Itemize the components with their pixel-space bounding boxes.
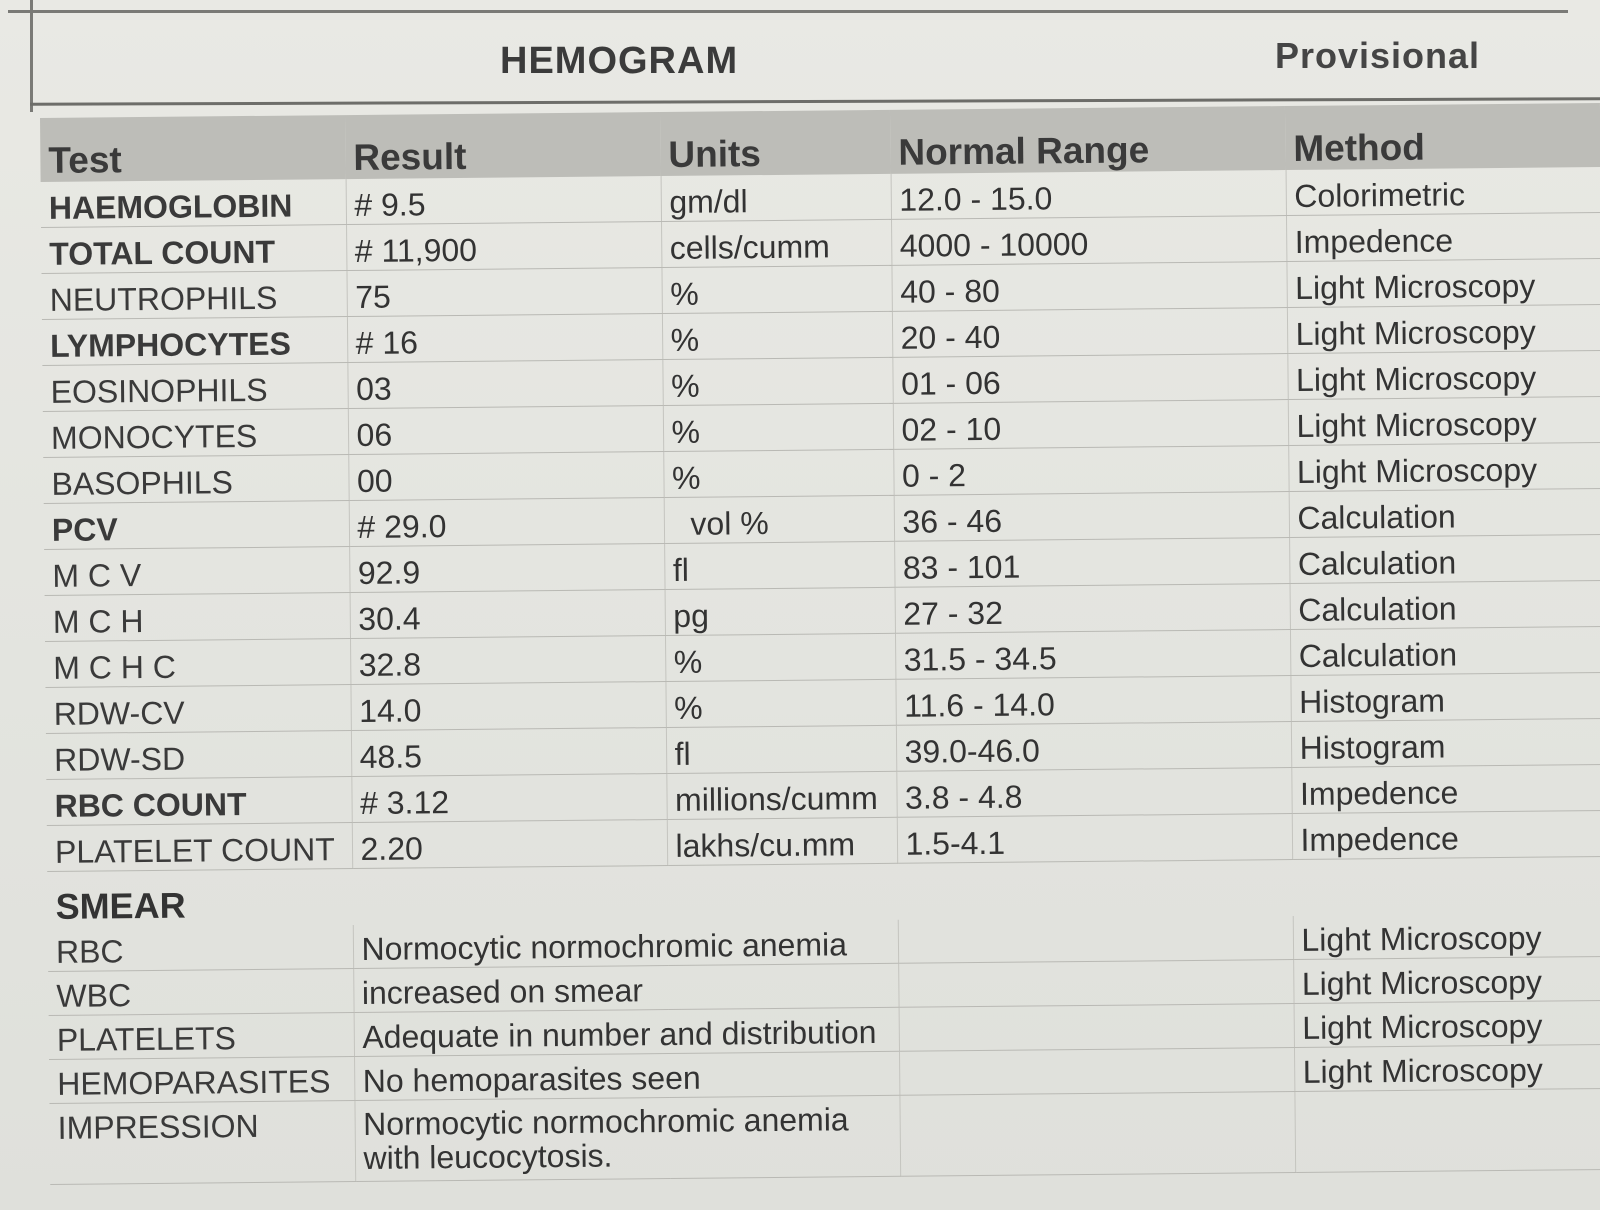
smear-method [1294, 1088, 1600, 1172]
test-name: EOSINOPHILS [42, 363, 347, 412]
test-name: PCV [44, 501, 349, 550]
smear-test-name: PLATELETS [49, 1013, 354, 1060]
report-title: HEMOGRAM [500, 40, 739, 82]
test-normal-range: 1.5-4.1 [897, 814, 1292, 864]
test-result: 92.9 [349, 544, 664, 593]
test-result: # 16 [347, 314, 662, 363]
test-normal-range: 11.6 - 14.0 [895, 676, 1290, 726]
test-result: # 29.0 [349, 498, 664, 547]
smear-result: No hemoparasites seen [354, 1051, 899, 1100]
test-units: % [662, 357, 892, 405]
test-name: RBC COUNT [46, 777, 351, 826]
test-units: millions/cumm [666, 771, 896, 819]
test-result: 32.8 [350, 636, 665, 685]
smear-result: Normocytic normochromic anemia with leucocytosis. [354, 1095, 900, 1181]
test-result: 2.20 [352, 820, 667, 869]
test-units: % [662, 311, 892, 359]
test-name: LYMPHOCYTES [42, 317, 347, 366]
test-units: cells/cumm [661, 219, 891, 267]
smear-empty-cell [898, 960, 1293, 1008]
smear-method: Light Microscopy [1293, 956, 1600, 1003]
test-normal-range: 40 - 80 [891, 262, 1286, 312]
test-result: 75 [346, 268, 661, 317]
smear-method: Light Microscopy [1294, 1000, 1600, 1047]
test-method: Calculation [1289, 535, 1600, 584]
test-method: Light Microscopy [1288, 397, 1600, 446]
smear-test-name: IMPRESSION [49, 1101, 355, 1185]
test-name: HAEMOGLOBIN [41, 179, 346, 227]
test-method: Light Microscopy [1286, 259, 1600, 308]
column-header-units: Units [660, 110, 891, 176]
test-name: TOTAL COUNT [41, 225, 346, 274]
test-method: Histogram [1291, 718, 1600, 767]
test-units: gm/dl [661, 174, 891, 222]
test-method: Impedence [1292, 810, 1600, 859]
smear-heading: SMEAR [55, 884, 186, 927]
test-method: Impedence [1291, 764, 1600, 813]
test-units: fl [664, 541, 894, 589]
test-normal-range: 02 - 10 [893, 400, 1288, 450]
test-method: Calculation [1290, 627, 1600, 676]
smear-empty-cell [899, 1004, 1294, 1052]
test-units: % [661, 265, 891, 313]
test-method: Light Microscopy [1288, 443, 1600, 492]
test-normal-range: 12.0 - 15.0 [891, 170, 1286, 219]
smear-row-impression [49, 1088, 1600, 1184]
test-normal-range: 4000 - 10000 [891, 216, 1286, 266]
test-name: RDW-SD [46, 731, 351, 780]
test-normal-range: 36 - 46 [894, 492, 1289, 542]
column-header-normal-range: Normal Range [890, 106, 1286, 174]
test-name: NEUTROPHILS [41, 271, 346, 320]
smear-method: Light Microscopy [1293, 913, 1600, 960]
left-border-line [30, 0, 33, 112]
smear-test-name: WBC [48, 969, 353, 1016]
test-name: BASOPHILS [43, 455, 348, 504]
column-header-result: Result [345, 112, 661, 179]
test-name: M C V [44, 547, 349, 596]
smear-test-name: HEMOPARASITES [49, 1057, 354, 1104]
test-units: lakhs/cu.mm [667, 817, 897, 865]
test-normal-range: 01 - 06 [892, 354, 1287, 404]
column-header-test: Test [40, 115, 346, 182]
test-normal-range: 27 - 32 [895, 584, 1290, 634]
test-name: M C H [45, 593, 350, 642]
test-units: % [663, 449, 893, 497]
smear-method: Light Microscopy [1294, 1044, 1600, 1091]
test-normal-range: 83 - 101 [894, 538, 1289, 588]
test-units: pg [665, 587, 895, 635]
test-name: M C H C [45, 639, 350, 688]
smear-empty-cell [899, 1092, 1295, 1177]
test-method: Calculation [1289, 489, 1600, 538]
smear-result: Normocytic normochromic anemia [353, 920, 898, 969]
test-method: Histogram [1290, 672, 1600, 721]
test-normal-range: 0 - 2 [893, 446, 1288, 496]
test-name: RDW-CV [45, 685, 350, 734]
test-method: Light Microscopy [1287, 351, 1600, 400]
test-normal-range: 31.5 - 34.5 [895, 630, 1290, 680]
test-result: 00 [348, 452, 663, 501]
test-result: # 11,900 [346, 222, 661, 271]
test-result: # 9.5 [346, 176, 661, 225]
test-units: fl [666, 725, 896, 773]
test-result: 03 [347, 360, 662, 409]
smear-result: Adequate in number and distribution [354, 1007, 899, 1056]
test-result: 48.5 [351, 728, 666, 777]
test-method: Calculation [1290, 581, 1600, 630]
smear-test-name: RBC [48, 925, 353, 971]
test-method: Light Microscopy [1287, 305, 1600, 354]
test-units: % [665, 679, 895, 727]
test-name: PLATELET COUNT [47, 823, 352, 872]
test-method: Colorimetric [1286, 167, 1600, 216]
hemogram-results-table [40, 103, 1600, 1185]
test-units: vol % [664, 495, 894, 543]
test-result: 30.4 [350, 590, 665, 639]
test-result: 06 [348, 406, 663, 455]
test-name: MONOCYTES [43, 409, 348, 458]
test-units: % [663, 403, 893, 451]
test-normal-range: 39.0-46.0 [896, 722, 1291, 772]
test-method: Impedence [1286, 213, 1600, 262]
smear-result: increased on smear [353, 963, 898, 1012]
test-normal-range: 3.8 - 4.8 [896, 768, 1291, 818]
smear-empty-cell [898, 916, 1293, 963]
results-table-container [40, 103, 1600, 1198]
test-normal-range: 20 - 40 [892, 308, 1287, 358]
report-status: Provisional [1275, 35, 1481, 76]
column-header-method: Method [1285, 103, 1600, 170]
test-result: 14.0 [350, 682, 665, 731]
test-result: # 3.12 [351, 774, 666, 823]
smear-empty-cell [899, 1048, 1294, 1096]
test-units: % [665, 633, 895, 681]
top-border-line [8, 10, 1568, 13]
